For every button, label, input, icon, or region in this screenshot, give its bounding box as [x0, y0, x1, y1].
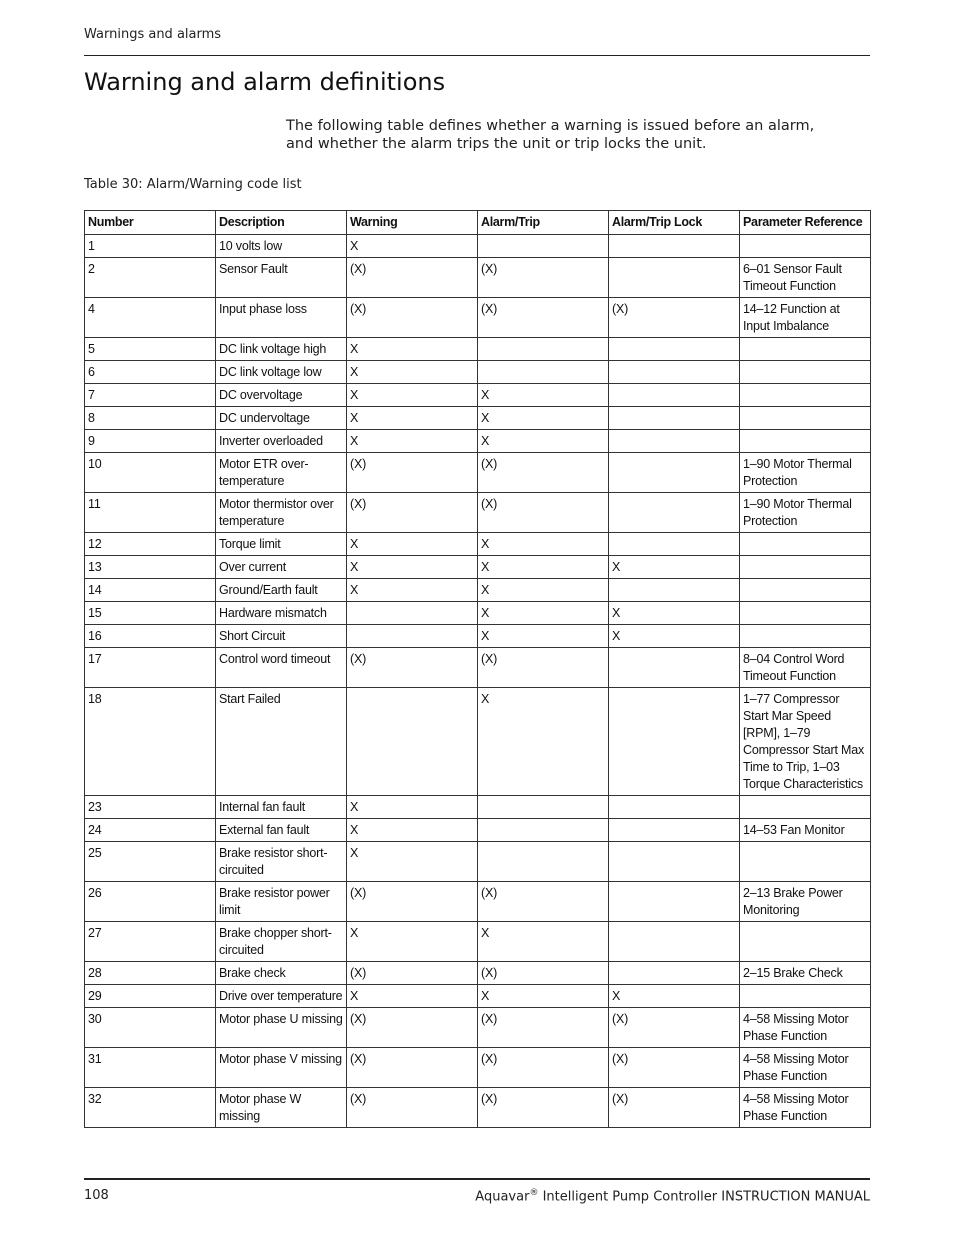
- cell-description: Brake resistor short-circuited: [216, 842, 347, 882]
- cell-warning: X: [347, 985, 478, 1008]
- table-row: [85, 430, 871, 453]
- cell-alarm-trip-lock: [609, 842, 740, 882]
- cell-alarm-trip: (X): [478, 493, 609, 533]
- cell-parameter-reference: [740, 985, 871, 1008]
- cell-number: 25: [85, 842, 216, 882]
- cell-parameter-reference: [740, 922, 871, 962]
- column-header-number: Number: [85, 211, 216, 235]
- cell-number: 23: [85, 796, 216, 819]
- cell-warning: X: [347, 407, 478, 430]
- cell-number: 14: [85, 579, 216, 602]
- cell-parameter-reference: 1–90 Motor Thermal Protection: [740, 493, 871, 533]
- cell-warning: X: [347, 819, 478, 842]
- cell-description: Brake resistor power limit: [216, 882, 347, 922]
- table-row: [85, 962, 871, 985]
- cell-alarm-trip-lock: X: [609, 625, 740, 648]
- cell-alarm-trip-lock: [609, 962, 740, 985]
- table-caption: Table 30: Alarm/Warning code list: [84, 177, 302, 192]
- cell-alarm-trip: X: [478, 688, 609, 796]
- column-header-alarm-trip: Alarm/Trip: [478, 211, 609, 235]
- cell-alarm-trip: (X): [478, 648, 609, 688]
- cell-number: 12: [85, 533, 216, 556]
- cell-number: 1: [85, 235, 216, 258]
- table-row: [85, 648, 871, 688]
- table-row: [85, 556, 871, 579]
- cell-description: DC link voltage low: [216, 361, 347, 384]
- cell-warning: X: [347, 556, 478, 579]
- table-row: [85, 985, 871, 1008]
- cell-description: Input phase loss: [216, 298, 347, 338]
- cell-number: 17: [85, 648, 216, 688]
- cell-description: Motor ETR over-temperature: [216, 453, 347, 493]
- cell-warning: (X): [347, 882, 478, 922]
- cell-description: Motor phase U missing: [216, 1008, 347, 1048]
- cell-alarm-trip: X: [478, 922, 609, 962]
- cell-alarm-trip: X: [478, 602, 609, 625]
- brand-name: Aquavar: [475, 1189, 530, 1205]
- cell-warning: X: [347, 842, 478, 882]
- cell-alarm-trip-lock: X: [609, 985, 740, 1008]
- table-row: [85, 453, 871, 493]
- cell-parameter-reference: 4–58 Missing Motor Phase Function: [740, 1008, 871, 1048]
- table-row: [85, 361, 871, 384]
- table-row: [85, 1088, 871, 1128]
- cell-warning: X: [347, 922, 478, 962]
- cell-number: 13: [85, 556, 216, 579]
- cell-alarm-trip-lock: [609, 258, 740, 298]
- cell-alarm-trip: (X): [478, 258, 609, 298]
- cell-description: Internal fan fault: [216, 796, 347, 819]
- table-row: [85, 625, 871, 648]
- table-row: [85, 882, 871, 922]
- cell-parameter-reference: 2–13 Brake Power Monitoring: [740, 882, 871, 922]
- table-row: [85, 235, 871, 258]
- cell-warning: X: [347, 338, 478, 361]
- cell-alarm-trip-lock: [609, 235, 740, 258]
- cell-number: 31: [85, 1048, 216, 1088]
- cell-warning: (X): [347, 648, 478, 688]
- cell-number: 28: [85, 962, 216, 985]
- cell-alarm-trip: X: [478, 533, 609, 556]
- cell-number: 26: [85, 882, 216, 922]
- running-header: Warnings and alarms: [84, 27, 222, 42]
- cell-description: Motor phase W missing: [216, 1088, 347, 1128]
- cell-parameter-reference: [740, 602, 871, 625]
- cell-parameter-reference: [740, 533, 871, 556]
- cell-number: 15: [85, 602, 216, 625]
- cell-alarm-trip-lock: (X): [609, 1008, 740, 1048]
- table-row: [85, 533, 871, 556]
- cell-alarm-trip-lock: [609, 453, 740, 493]
- cell-alarm-trip: X: [478, 556, 609, 579]
- manual-title-text: Intelligent Pump Controller INSTRUCTION MANUAL: [538, 1189, 870, 1205]
- cell-parameter-reference: 4–58 Missing Motor Phase Function: [740, 1088, 871, 1128]
- table-row: [85, 579, 871, 602]
- cell-number: 27: [85, 922, 216, 962]
- cell-alarm-trip-lock: [609, 430, 740, 453]
- cell-alarm-trip-lock: [609, 407, 740, 430]
- alarm-warning-code-table: [84, 210, 871, 1128]
- intro-paragraph: The following table defines whether a warning is issued before an alarm, and whether the alarm trips the unit or trip locks the unit.: [286, 118, 815, 152]
- table-row: [85, 407, 871, 430]
- cell-warning: [347, 602, 478, 625]
- cell-number: 4: [85, 298, 216, 338]
- column-header-warning: Warning: [347, 211, 478, 235]
- table-row: [85, 796, 871, 819]
- page-title: Warning and alarm definitions: [84, 68, 446, 96]
- cell-alarm-trip: X: [478, 407, 609, 430]
- cell-warning: X: [347, 533, 478, 556]
- cell-alarm-trip-lock: (X): [609, 1048, 740, 1088]
- header-divider: [84, 55, 870, 56]
- cell-description: Short Circuit: [216, 625, 347, 648]
- column-header-alarm-trip-lock: Alarm/Trip Lock: [609, 211, 740, 235]
- cell-parameter-reference: [740, 842, 871, 882]
- cell-parameter-reference: [740, 796, 871, 819]
- table-row: [85, 338, 871, 361]
- cell-alarm-trip-lock: [609, 533, 740, 556]
- cell-alarm-trip: [478, 796, 609, 819]
- cell-description: Drive over temperature: [216, 985, 347, 1008]
- table-row: [85, 1048, 871, 1088]
- cell-alarm-trip-lock: [609, 361, 740, 384]
- cell-number: 16: [85, 625, 216, 648]
- cell-alarm-trip: (X): [478, 962, 609, 985]
- cell-alarm-trip-lock: [609, 882, 740, 922]
- cell-alarm-trip-lock: X: [609, 602, 740, 625]
- registered-mark: ®: [529, 1188, 539, 1198]
- table-body: [85, 235, 871, 1128]
- cell-warning: X: [347, 384, 478, 407]
- table-row: [85, 842, 871, 882]
- cell-alarm-trip-lock: [609, 796, 740, 819]
- cell-warning: (X): [347, 453, 478, 493]
- cell-description: Brake check: [216, 962, 347, 985]
- cell-number: 2: [85, 258, 216, 298]
- cell-description: DC overvoltage: [216, 384, 347, 407]
- table-row: [85, 688, 871, 796]
- cell-warning: X: [347, 430, 478, 453]
- cell-description: Control word timeout: [216, 648, 347, 688]
- cell-description: DC link voltage high: [216, 338, 347, 361]
- cell-alarm-trip: (X): [478, 882, 609, 922]
- cell-warning: (X): [347, 493, 478, 533]
- cell-alarm-trip: [478, 819, 609, 842]
- cell-alarm-trip: [478, 235, 609, 258]
- cell-warning: (X): [347, 1008, 478, 1048]
- cell-parameter-reference: 1–77 Compressor Start Mar Speed [RPM], 1–79 Compressor Start Max Time to Trip, 1–03 Torque Characteristics: [740, 688, 871, 796]
- cell-number: 30: [85, 1008, 216, 1048]
- cell-warning: X: [347, 579, 478, 602]
- table-row: [85, 493, 871, 533]
- cell-number: 11: [85, 493, 216, 533]
- page-number: 108: [84, 1188, 109, 1203]
- cell-warning: (X): [347, 1048, 478, 1088]
- cell-alarm-trip: [478, 361, 609, 384]
- cell-parameter-reference: 6–01 Sensor Fault Timeout Function: [740, 258, 871, 298]
- cell-alarm-trip-lock: [609, 579, 740, 602]
- cell-number: 29: [85, 985, 216, 1008]
- cell-description: 10 volts low: [216, 235, 347, 258]
- column-header-description: Description: [216, 211, 347, 235]
- cell-number: 24: [85, 819, 216, 842]
- cell-description: Inverter overloaded: [216, 430, 347, 453]
- cell-warning: X: [347, 796, 478, 819]
- cell-number: 7: [85, 384, 216, 407]
- cell-parameter-reference: 1–90 Motor Thermal Protection: [740, 453, 871, 493]
- table-row: [85, 922, 871, 962]
- cell-number: 8: [85, 407, 216, 430]
- cell-warning: (X): [347, 258, 478, 298]
- cell-warning: [347, 688, 478, 796]
- cell-parameter-reference: [740, 407, 871, 430]
- cell-alarm-trip: X: [478, 384, 609, 407]
- cell-description: Ground/Earth fault: [216, 579, 347, 602]
- cell-number: 6: [85, 361, 216, 384]
- cell-parameter-reference: [740, 338, 871, 361]
- cell-parameter-reference: [740, 361, 871, 384]
- cell-alarm-trip: (X): [478, 1048, 609, 1088]
- cell-parameter-reference: 14–53 Fan Monitor: [740, 819, 871, 842]
- cell-description: External fan fault: [216, 819, 347, 842]
- cell-alarm-trip: (X): [478, 453, 609, 493]
- cell-description: Motor thermistor over temperature: [216, 493, 347, 533]
- cell-alarm-trip: X: [478, 625, 609, 648]
- table-row: [85, 298, 871, 338]
- cell-alarm-trip: (X): [478, 298, 609, 338]
- cell-alarm-trip: X: [478, 430, 609, 453]
- table-row: [85, 602, 871, 625]
- cell-alarm-trip-lock: X: [609, 556, 740, 579]
- cell-alarm-trip-lock: [609, 688, 740, 796]
- footer-divider: [84, 1178, 870, 1180]
- cell-alarm-trip-lock: (X): [609, 298, 740, 338]
- cell-parameter-reference: 14–12 Function at Input Imbalance: [740, 298, 871, 338]
- cell-parameter-reference: [740, 625, 871, 648]
- cell-parameter-reference: [740, 384, 871, 407]
- cell-description: Motor phase V missing: [216, 1048, 347, 1088]
- cell-parameter-reference: 2–15 Brake Check: [740, 962, 871, 985]
- cell-alarm-trip-lock: [609, 384, 740, 407]
- cell-warning: (X): [347, 962, 478, 985]
- cell-alarm-trip: [478, 842, 609, 882]
- cell-description: Hardware mismatch: [216, 602, 347, 625]
- cell-number: 32: [85, 1088, 216, 1128]
- cell-alarm-trip-lock: [609, 922, 740, 962]
- table-row: [85, 384, 871, 407]
- cell-warning: (X): [347, 1088, 478, 1128]
- cell-parameter-reference: [740, 579, 871, 602]
- cell-alarm-trip: [478, 338, 609, 361]
- cell-alarm-trip: (X): [478, 1008, 609, 1048]
- cell-warning: (X): [347, 298, 478, 338]
- manual-title: [475, 1188, 870, 1204]
- cell-alarm-trip-lock: [609, 648, 740, 688]
- cell-alarm-trip: X: [478, 579, 609, 602]
- cell-parameter-reference: 8–04 Control Word Timeout Function: [740, 648, 871, 688]
- cell-alarm-trip-lock: [609, 493, 740, 533]
- cell-warning: X: [347, 361, 478, 384]
- table-row: [85, 819, 871, 842]
- cell-description: Brake chopper short-circuited: [216, 922, 347, 962]
- cell-description: Torque limit: [216, 533, 347, 556]
- cell-parameter-reference: [740, 556, 871, 579]
- cell-parameter-reference: 4–58 Missing Motor Phase Function: [740, 1048, 871, 1088]
- cell-number: 10: [85, 453, 216, 493]
- cell-warning: [347, 625, 478, 648]
- cell-warning: X: [347, 235, 478, 258]
- table-row: [85, 258, 871, 298]
- cell-alarm-trip-lock: [609, 338, 740, 361]
- cell-parameter-reference: [740, 430, 871, 453]
- cell-alarm-trip: X: [478, 985, 609, 1008]
- cell-parameter-reference: [740, 235, 871, 258]
- table-header-row: [85, 211, 871, 235]
- column-header-parameter-reference: Parameter Reference: [740, 211, 871, 235]
- cell-alarm-trip-lock: (X): [609, 1088, 740, 1128]
- cell-number: 18: [85, 688, 216, 796]
- table-row: [85, 1008, 871, 1048]
- cell-alarm-trip: (X): [478, 1088, 609, 1128]
- cell-alarm-trip-lock: [609, 819, 740, 842]
- cell-description: Start Failed: [216, 688, 347, 796]
- cell-description: Sensor Fault: [216, 258, 347, 298]
- cell-description: Over current: [216, 556, 347, 579]
- cell-number: 5: [85, 338, 216, 361]
- cell-number: 9: [85, 430, 216, 453]
- cell-description: DC undervoltage: [216, 407, 347, 430]
